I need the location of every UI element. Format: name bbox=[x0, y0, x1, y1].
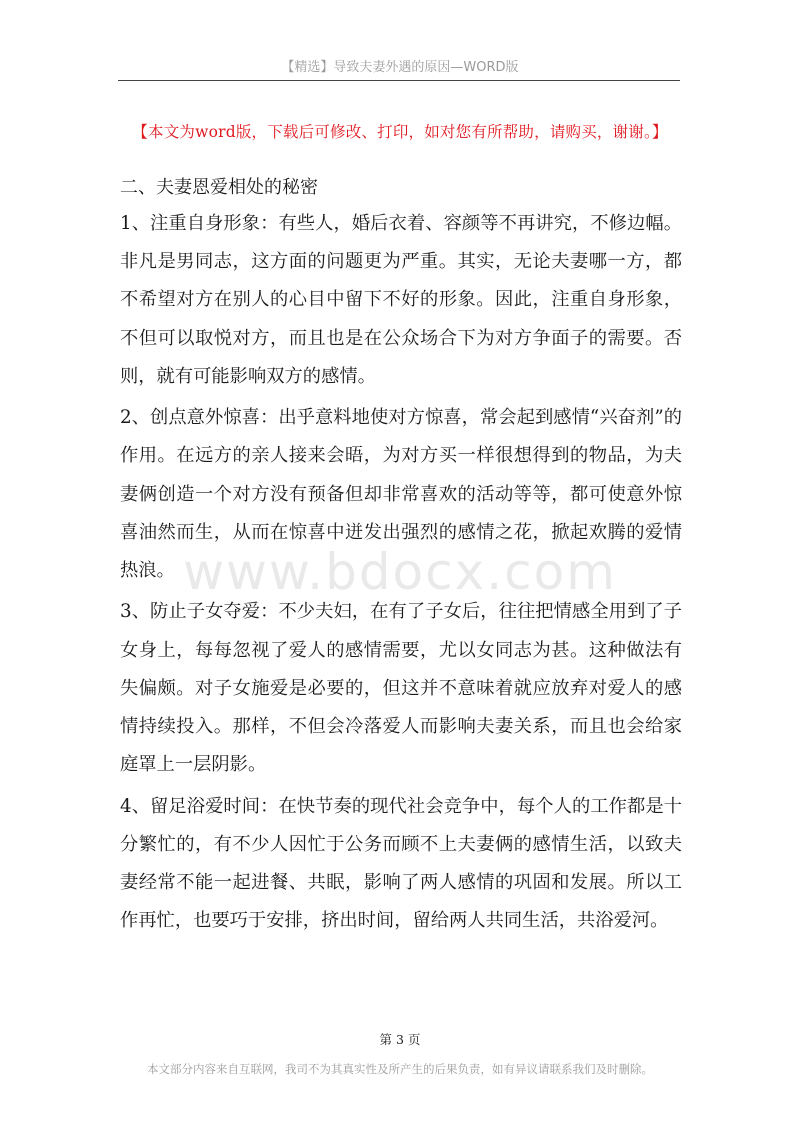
body-content bbox=[120, 205, 682, 944]
header-divider bbox=[118, 80, 680, 81]
purchase-notice: 【本文为word版，下载后可修改、打印，如对您有所帮助，请购买，谢谢。】 bbox=[132, 123, 668, 141]
paragraph-1: 1、注重自身形象：有些人，婚后衣着、容颜等不再讲究，不修边幅。非凡是男同志，这方面的问题更为严重。其实，无论夫妻哪一方，都不希望对方在别人的心目中留下不好的形象。因此，注重自身形象，不但可以取悦对方，而且也是在公众场合下为对方争面子的需要。否则，就有可能影响双方的感情。 bbox=[120, 213, 682, 387]
paragraph-3: 3、防止子女夺爱：不少夫妇，在有了子女后，往往把情感全用到了子女身上，每每忽视了爱人的感情需要，尤以女同志为甚。这种做法有失偏颇。对子女施爱是必要的，但这并不意味着就应放弃对爱人的感情持续投入。那样，不但会冷落爱人而影响夫妻关系，而且也会给家庭罩上一层阴影。 bbox=[120, 601, 682, 776]
footer-disclaimer: 本文部分内容来自互联网，我司不为其真实性及所产生的后果负责，如有异议请联系我们及时删除。 bbox=[147, 1062, 653, 1076]
page-header-title: 【精选】导致夫妻外遇的原因—WORD版 bbox=[281, 60, 519, 75]
paragraph-2: 2、创点意外惊喜：出乎意料地使对方惊喜，常会起到感情“兴奋剂”的作用。在远方的亲人接来会晤，为对方买一样很想得到的物品，为夫妻俩创造一个对方没有预备但却非常喜欢的活动等等，都可使意外惊喜油然而生，从而在惊喜中迸发出强烈的感情之花，掀起欢腾的爱情热浪。 bbox=[120, 407, 682, 582]
watermark: www.bdocx.com bbox=[183, 543, 617, 601]
page-number: 第 3 页 bbox=[379, 1032, 421, 1047]
section-heading: 二、夫妻恩爱相处的秘密 bbox=[120, 177, 318, 198]
paragraph-4: 4、留足浴爱时间：在快节奏的现代社会竞争中，每个人的工作都是十分繁忙的，有不少人因忙于公务而顾不上夫妻俩的感情生活，以致夫妻经常不能一起进餐、共眠，影响了两人感情的巩固和发展。所以工作再忙，也要巧于安排，挤出时间，留给两人共同生活，共浴爱河。 bbox=[120, 795, 682, 932]
